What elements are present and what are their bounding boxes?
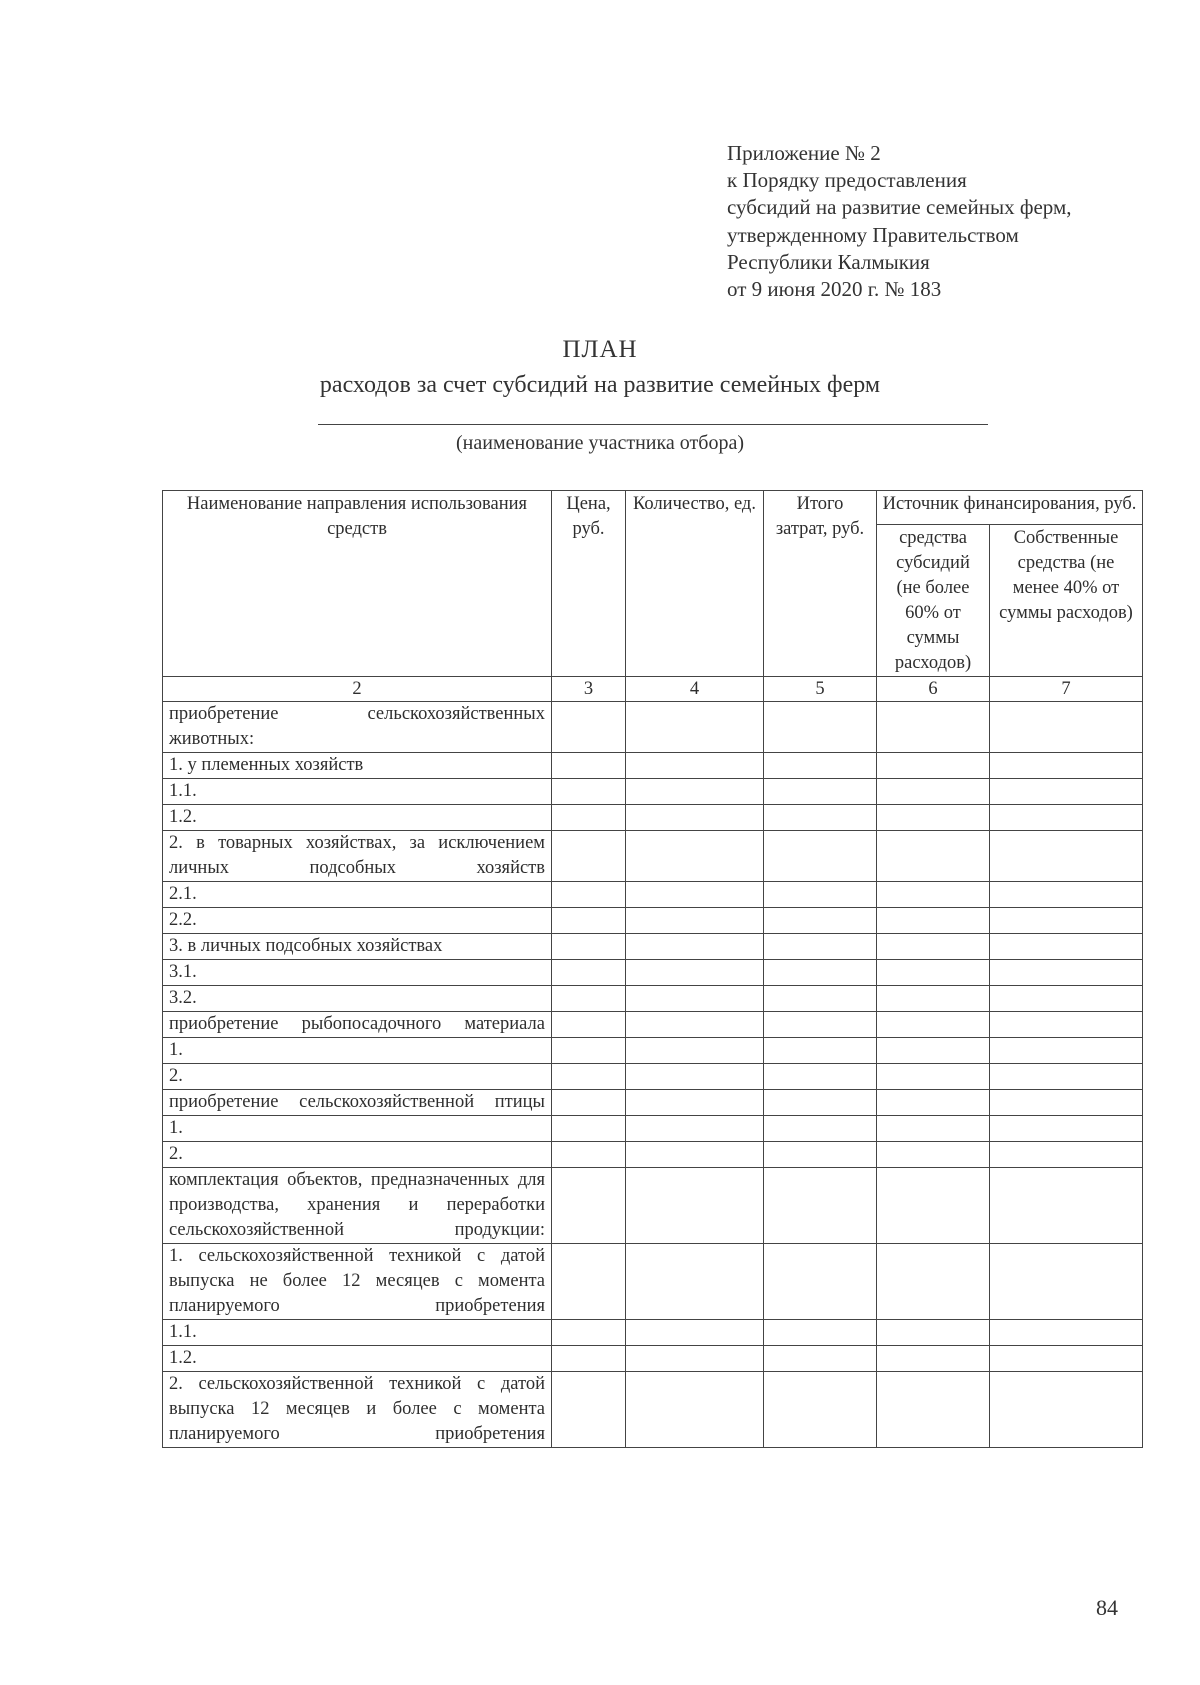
- empty-value-cell: [990, 1038, 1143, 1064]
- row-direction-cell: 3. в личных подсобных хозяйствах: [163, 934, 552, 960]
- empty-value-cell: [877, 1038, 990, 1064]
- appendix-reference: [727, 140, 1071, 303]
- empty-value-cell: [990, 934, 1143, 960]
- row-direction-cell: 1.1.: [163, 779, 552, 805]
- table-row: [163, 986, 1143, 1012]
- table-row: [163, 805, 1143, 831]
- empty-value-cell: [877, 1116, 990, 1142]
- empty-value-cell: [626, 908, 764, 934]
- empty-value-cell: [990, 1244, 1143, 1320]
- empty-value-cell: [877, 1320, 990, 1346]
- row-direction-cell: 1.1.: [163, 1320, 552, 1346]
- empty-value-cell: [877, 1372, 990, 1448]
- column-number: 5: [764, 677, 877, 702]
- appendix-line: к Порядку предоставления: [727, 168, 967, 193]
- empty-value-cell: [877, 805, 990, 831]
- empty-value-cell: [990, 908, 1143, 934]
- empty-value-cell: [552, 702, 626, 753]
- empty-value-cell: [764, 1244, 877, 1320]
- empty-value-cell: [764, 1116, 877, 1142]
- page-number: 84: [1096, 1595, 1118, 1620]
- empty-value-cell: [626, 702, 764, 753]
- empty-value-cell: [552, 1320, 626, 1346]
- participant-name-caption: (наименование участника отбора): [456, 432, 744, 454]
- empty-value-cell: [877, 1090, 990, 1116]
- empty-value-cell: [877, 908, 990, 934]
- empty-value-cell: [764, 1012, 877, 1038]
- row-direction-cell: 1. сельскохозяйственной техникой с датой выпуска не более 12 месяцев с момента планируемого приобретения: [163, 1244, 552, 1320]
- empty-value-cell: [626, 1012, 764, 1038]
- empty-value-cell: [764, 1168, 877, 1244]
- empty-value-cell: [990, 805, 1143, 831]
- empty-value-cell: [877, 702, 990, 753]
- empty-value-cell: [626, 1038, 764, 1064]
- empty-value-cell: [626, 1142, 764, 1168]
- empty-value-cell: [552, 753, 626, 779]
- empty-value-cell: [877, 960, 990, 986]
- row-direction-cell: 2. в товарных хозяйствах, за исключением личных подсобных хозяйств: [163, 831, 552, 882]
- empty-value-cell: [764, 779, 877, 805]
- header-price: Цена, руб.: [552, 491, 626, 677]
- row-direction-cell: приобретение сельскохозяйственных животных:: [163, 702, 552, 753]
- empty-value-cell: [552, 831, 626, 882]
- empty-value-cell: [626, 960, 764, 986]
- row-direction-cell: 1.2.: [163, 1346, 552, 1372]
- empty-value-cell: [552, 1244, 626, 1320]
- empty-value-cell: [626, 805, 764, 831]
- table-row: [163, 908, 1143, 934]
- column-number: 3: [552, 677, 626, 702]
- empty-value-cell: [552, 1090, 626, 1116]
- empty-value-cell: [877, 831, 990, 882]
- table-row: [163, 1244, 1143, 1320]
- empty-value-cell: [552, 1064, 626, 1090]
- row-direction-cell: 2.1.: [163, 882, 552, 908]
- empty-value-cell: [552, 960, 626, 986]
- empty-value-cell: [626, 882, 764, 908]
- empty-value-cell: [764, 908, 877, 934]
- empty-value-cell: [990, 1142, 1143, 1168]
- empty-value-cell: [626, 934, 764, 960]
- header-funding-source: Источник финансирования, руб.: [877, 491, 1143, 525]
- row-direction-cell: 2.: [163, 1142, 552, 1168]
- row-direction-cell: 3.1.: [163, 960, 552, 986]
- empty-value-cell: [877, 779, 990, 805]
- empty-value-cell: [990, 779, 1143, 805]
- table-row: [163, 779, 1143, 805]
- empty-value-cell: [877, 1346, 990, 1372]
- empty-value-cell: [552, 805, 626, 831]
- empty-value-cell: [626, 753, 764, 779]
- empty-value-cell: [626, 779, 764, 805]
- empty-value-cell: [990, 1116, 1143, 1142]
- table-row: [163, 753, 1143, 779]
- empty-value-cell: [552, 1012, 626, 1038]
- table-row: [163, 1116, 1143, 1142]
- table-row: [163, 1142, 1143, 1168]
- empty-value-cell: [552, 908, 626, 934]
- empty-value-cell: [764, 1090, 877, 1116]
- empty-value-cell: [764, 882, 877, 908]
- header-direction: Наименование направления использования средств: [163, 491, 552, 677]
- header-total: Итого затрат, руб.: [764, 491, 877, 677]
- row-direction-cell: приобретение сельскохозяйственной птицы: [163, 1090, 552, 1116]
- column-number: 2: [163, 677, 552, 702]
- header-quantity: Количество, ед.: [626, 491, 764, 677]
- table-row: [163, 831, 1143, 882]
- table-row: [163, 1090, 1143, 1116]
- empty-value-cell: [626, 1064, 764, 1090]
- empty-value-cell: [764, 960, 877, 986]
- table-row: [163, 1168, 1143, 1244]
- row-direction-cell: комплектация объектов, предназначенных для производства, хранения и переработки сельскохозяйственной продукции:: [163, 1168, 552, 1244]
- header-own-funds: Собственные средства (не менее 40% от суммы расходов): [990, 525, 1143, 677]
- appendix-line: субсидий на развитие семейных ферм,: [727, 195, 1072, 220]
- empty-value-cell: [764, 805, 877, 831]
- empty-value-cell: [877, 882, 990, 908]
- row-direction-cell: 1.2.: [163, 805, 552, 831]
- empty-value-cell: [877, 934, 990, 960]
- empty-value-cell: [764, 702, 877, 753]
- empty-value-cell: [990, 1090, 1143, 1116]
- empty-value-cell: [552, 1168, 626, 1244]
- empty-value-cell: [552, 1116, 626, 1142]
- empty-value-cell: [626, 831, 764, 882]
- empty-value-cell: [552, 1142, 626, 1168]
- table-row: [163, 1012, 1143, 1038]
- empty-value-cell: [764, 986, 877, 1012]
- empty-value-cell: [552, 1372, 626, 1448]
- empty-value-cell: [990, 1320, 1143, 1346]
- appendix-line: Республики Калмыкия: [727, 249, 930, 274]
- empty-value-cell: [552, 1346, 626, 1372]
- empty-value-cell: [552, 934, 626, 960]
- document-subtitle: расходов за счет субсидий на развитие семейных ферм: [319, 372, 881, 398]
- empty-value-cell: [877, 1244, 990, 1320]
- table-row: [163, 960, 1143, 986]
- table-row: [163, 702, 1143, 753]
- empty-value-cell: [990, 1168, 1143, 1244]
- empty-value-cell: [990, 986, 1143, 1012]
- empty-value-cell: [764, 1038, 877, 1064]
- document-title: ПЛАН: [562, 336, 638, 363]
- appendix-line: от 9 июня 2020 г. № 183: [727, 277, 942, 302]
- table-row: [163, 1064, 1143, 1090]
- empty-value-cell: [877, 1168, 990, 1244]
- empty-value-cell: [626, 1168, 764, 1244]
- table-row: [163, 1320, 1143, 1346]
- participant-name-line: [318, 424, 988, 425]
- column-number: 6: [877, 677, 990, 702]
- table-row: [163, 1346, 1143, 1372]
- empty-value-cell: [626, 1372, 764, 1448]
- expense-plan-table: [162, 490, 1143, 1448]
- row-direction-cell: 2. сельскохозяйственной техникой с датой выпуска 12 месяцев и более с момента планируемого приобретения: [163, 1372, 552, 1448]
- table-row: [163, 1372, 1143, 1448]
- empty-value-cell: [990, 1064, 1143, 1090]
- table-row: [163, 1038, 1143, 1064]
- empty-value-cell: [552, 1038, 626, 1064]
- table-row: [163, 882, 1143, 908]
- empty-value-cell: [990, 1372, 1143, 1448]
- row-direction-cell: 2.2.: [163, 908, 552, 934]
- column-number: 7: [990, 677, 1143, 702]
- empty-value-cell: [990, 702, 1143, 753]
- empty-value-cell: [626, 1116, 764, 1142]
- row-direction-cell: 1. у племенных хозяйств: [163, 753, 552, 779]
- empty-value-cell: [764, 1372, 877, 1448]
- row-direction-cell: приобретение рыбопосадочного материала: [163, 1012, 552, 1038]
- table-body: [163, 702, 1143, 1448]
- empty-value-cell: [764, 1320, 877, 1346]
- empty-value-cell: [552, 779, 626, 805]
- empty-value-cell: [990, 753, 1143, 779]
- empty-value-cell: [764, 1142, 877, 1168]
- empty-value-cell: [877, 753, 990, 779]
- empty-value-cell: [764, 1346, 877, 1372]
- empty-value-cell: [552, 882, 626, 908]
- empty-value-cell: [626, 1090, 764, 1116]
- empty-value-cell: [764, 934, 877, 960]
- empty-value-cell: [990, 1012, 1143, 1038]
- table-row: [163, 934, 1143, 960]
- empty-value-cell: [877, 1012, 990, 1038]
- header-subsidy-funds: средства субсидий (не более 60% от суммы расходов): [877, 525, 990, 677]
- empty-value-cell: [990, 831, 1143, 882]
- empty-value-cell: [764, 831, 877, 882]
- empty-value-cell: [764, 1064, 877, 1090]
- empty-value-cell: [552, 986, 626, 1012]
- empty-value-cell: [764, 753, 877, 779]
- appendix-line: утвержденному Правительством: [727, 222, 1019, 247]
- empty-value-cell: [877, 1142, 990, 1168]
- row-direction-cell: 2.: [163, 1064, 552, 1090]
- empty-value-cell: [626, 1346, 764, 1372]
- empty-value-cell: [626, 1244, 764, 1320]
- column-number: 4: [626, 677, 764, 702]
- row-direction-cell: 1.: [163, 1038, 552, 1064]
- empty-value-cell: [990, 1346, 1143, 1372]
- empty-value-cell: [877, 986, 990, 1012]
- empty-value-cell: [877, 1064, 990, 1090]
- row-direction-cell: 1.: [163, 1116, 552, 1142]
- empty-value-cell: [990, 882, 1143, 908]
- appendix-line: Приложение № 2: [727, 141, 881, 165]
- row-direction-cell: 3.2.: [163, 986, 552, 1012]
- empty-value-cell: [626, 1320, 764, 1346]
- empty-value-cell: [626, 986, 764, 1012]
- empty-value-cell: [990, 960, 1143, 986]
